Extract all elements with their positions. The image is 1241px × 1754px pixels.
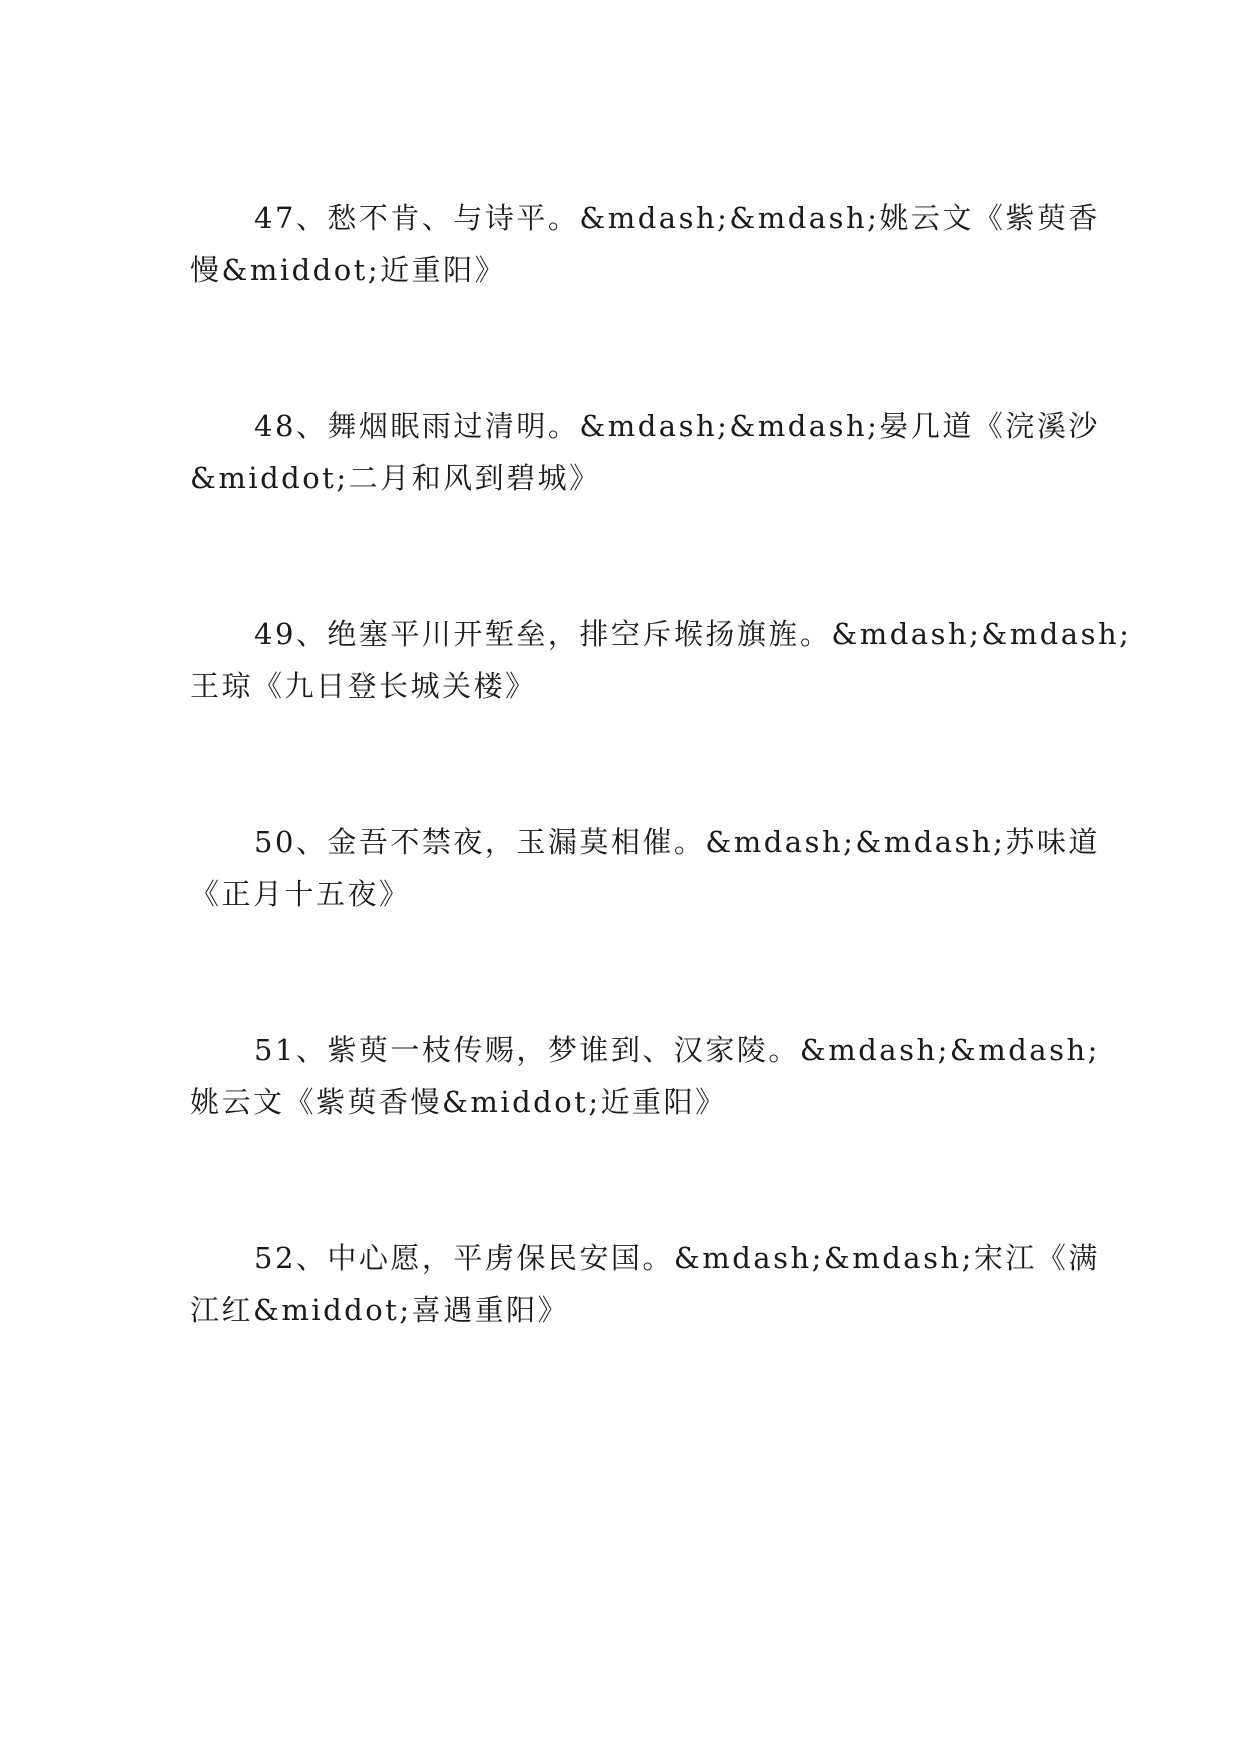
entry-51-line-1: 51、紫萸一枝传赐，梦谁到、汉家陵。&mdash;&mdash; — [254, 1033, 1100, 1067]
entry-49-line-1: 49、绝塞平川开堑垒，排空斥堠扬旗旌。&mdash;&mdash; — [254, 617, 1132, 651]
entry-50-line-2: 《正月十五夜》 — [190, 877, 411, 911]
entry-50-line-1: 50、金吾不禁夜，玉漏莫相催。&mdash;&mdash;苏味道 — [254, 825, 1100, 859]
entry-47-line-2: 慢&middot;近重阳》 — [190, 253, 507, 287]
entry-52-line-2: 江红&middot;喜遇重阳》 — [190, 1293, 570, 1327]
entry-51-line-2: 姚云文《紫萸香慢&middot;近重阳》 — [190, 1085, 727, 1119]
entry-49-line-2: 王琼《九日登长城关楼》 — [190, 669, 537, 703]
entry-48-line-1: 48、舞烟眠雨过清明。&mdash;&mdash;晏几道《浣溪沙 — [254, 409, 1100, 443]
entry-48-line-2: &middot;二月和风到碧城》 — [190, 461, 601, 495]
entry-47-line-1: 47、愁不肯、与诗平。&mdash;&mdash;姚云文《紫萸香 — [254, 201, 1100, 235]
entry-52-line-1: 52、中心愿，平虏保民安国。&mdash;&mdash;宋江《满 — [254, 1241, 1100, 1275]
